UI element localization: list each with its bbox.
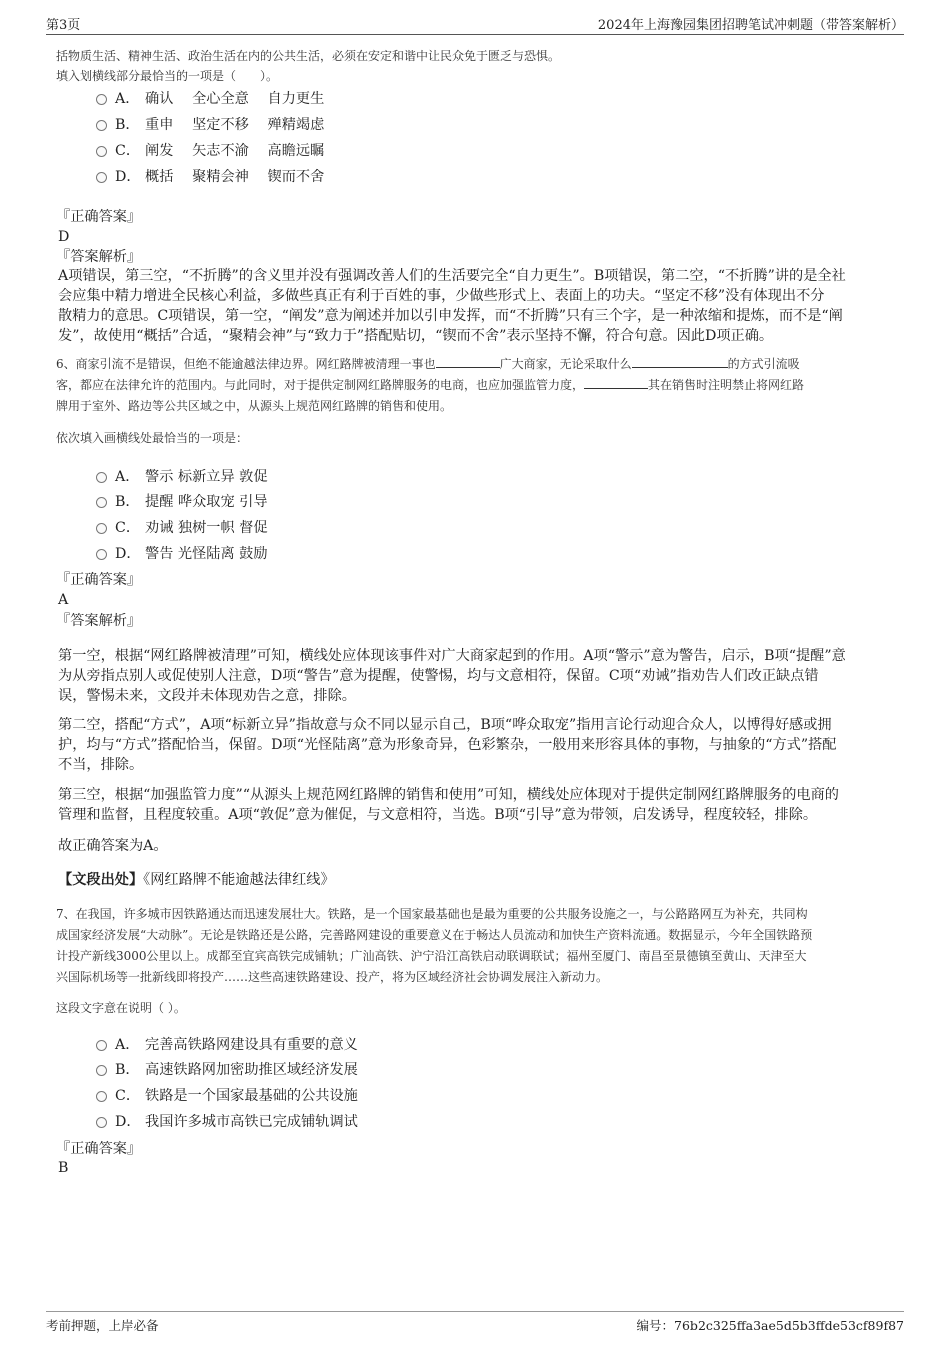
q7-stem: 7、在我国，许多城市因铁路通达而迅速发展壮大。铁路，是一个国家最基础也是最为重要的公共服务设施之一，与公路路网互为补充，共同构 成国家经济发展“大动脉”。无论是铁路还是公路，完善路网建设的重要意义在于畅达人员流动和加快生产资料流通。数据显示，今年全国铁路预 计投产新线3000公里以上。成都至宜宾高铁完成铺轨；广汕高铁、沪宁沿江高铁启动联调联试；福州至厦门、南昌至景德镇至黄山、天津至大 兴国际机场等一批新线即将投产……这些高速铁路建设、投产，将为区域经济社会协调发展注入新动力。 bbox=[56, 907, 813, 984]
q6-analysis-label: 『答案解析』 bbox=[56, 613, 142, 629]
radio-icon[interactable] bbox=[96, 523, 107, 534]
q6-option-c[interactable]: C． 劝诫 独树一帜 督促 bbox=[96, 517, 268, 539]
page-footer bbox=[46, 1311, 904, 1336]
radio-icon[interactable] bbox=[96, 1065, 107, 1076]
q6-analysis-para2: 第二空，搭配“方式”，A项“标新立异”指故意与众不同以显示自己，B项“哗众取宠”指用言论行动迎合众人，以博得好感或拥 护，均与“方式”搭配恰当，保留。D项“光怪陆离”意为形象奇异，色彩繁杂，一般用来形容具体的事物，与抽象的“方式”搭配 不当，排除。 bbox=[58, 717, 837, 773]
q6-analysis-para1: 第一空，根据“网红路牌被清理”可知，横线处应体现该事件对广大商家起到的作用。A项“警示”意为警告，启示，B项“提醒”意 为从旁指点别人或促使别人注意，D项“警告”意为提醒，使警惕，均与文意相符，保留。C项“劝诫”指劝告人们改正缺点错 误，警惕未来，文段并未体现劝告之意，排除。 bbox=[58, 648, 846, 704]
q7-option-a[interactable]: A． 完善高铁路网建设具有重要的意义 bbox=[96, 1034, 358, 1056]
radio-icon[interactable] bbox=[96, 120, 107, 131]
radio-icon[interactable] bbox=[96, 172, 107, 183]
blank-2 bbox=[632, 355, 728, 368]
radio-icon[interactable] bbox=[96, 1040, 107, 1051]
q7-option-d[interactable]: D． 我国许多城市高铁已完成铺轨调试 bbox=[96, 1111, 358, 1133]
q5-option-c[interactable]: C． 阐发 矢志不渝 高瞻远瞩 bbox=[96, 140, 324, 162]
q6-answer-label: 『正确答案』 bbox=[56, 572, 142, 588]
radio-icon[interactable] bbox=[96, 1117, 107, 1128]
q5-stem-line1: 括物质生活、精神生活、政治生活在内的公共生活，必须在安定和谐中让民众免于匮乏与恐惧。 bbox=[56, 49, 561, 63]
q6-stem: 6、商家引流不是错误，但绝不能逾越法律边界。网红路牌被清理一事也 广大商家，无论采取什么 的方式引流吸 客，都应在法律允许的范围内。与此同时，对于提供定制网红路牌服务的电商，也应加强监管力度， 其在销售时注明禁止将网红路 牌用于室外、路边等公共区域之中，从源头上规范网红路牌的销售和使用。 bbox=[56, 357, 805, 413]
q6-source: 【文段出处】《网红路牌不能逾越法律红线》 bbox=[58, 872, 335, 888]
q7-option-c[interactable]: C． 铁路是一个国家最基础的公共设施 bbox=[96, 1085, 358, 1107]
footer-slogan: 考前押题，上岸必备 bbox=[46, 1318, 159, 1333]
document-id: 编号：76b2c325ffa3ae5d5b3ffde53cf89f87 bbox=[636, 1318, 904, 1333]
radio-icon[interactable] bbox=[96, 472, 107, 483]
radio-icon[interactable] bbox=[96, 94, 107, 105]
radio-icon[interactable] bbox=[96, 549, 107, 560]
blank-3 bbox=[584, 376, 648, 389]
q7-answer-label: 『正确答案』 bbox=[56, 1141, 142, 1157]
q5-analysis: A项错误，第三空，“不折腾”的含义里并没有强调改善人们的生活要完全“自力更生”。B项错误，第二空，“不折腾”讲的是全社 会应集中精力增进全民核心利益，多做些真正有利于百姓的事，少做些形式上、表面上的功夫。“坚定不移”没有体现出不分 散精力的意思。C项错误，第一空，“阐发”意为阐述并加以引申发挥，而“不折腾”只有三个字，是一种浓缩和提炼，而不是“阐 发”，故使用“概括”合适，“聚精会神”与“致力于”搭配贴切，“锲而不舍”表示坚持不懈，符合句意。因此D项正确。 bbox=[58, 268, 846, 344]
radio-icon[interactable] bbox=[96, 497, 107, 508]
q6-answer: A bbox=[58, 592, 69, 608]
q5-answer-label: 『正确答案』 bbox=[56, 209, 142, 225]
q7-prompt: 这段文字意在说明（ ）。 bbox=[56, 1001, 186, 1015]
q6-option-d[interactable]: D． 警告 光怪陆离 鼓励 bbox=[96, 543, 268, 565]
q5-option-d[interactable]: D． 概括 聚精会神 锲而不舍 bbox=[96, 166, 324, 188]
document-title: 2024年上海豫园集团招聘笔试冲刺题（带答案解析） bbox=[597, 18, 904, 33]
q5-option-b[interactable]: B． 重申 坚定不移 殚精竭虑 bbox=[96, 114, 324, 136]
q5-stem-line2: 填入划横线部分最恰当的一项是（ ）。 bbox=[56, 69, 279, 83]
q6-conclusion: 故正确答案为A。 bbox=[58, 838, 168, 854]
q6-option-a[interactable]: A． 警示 标新立异 敦促 bbox=[96, 466, 268, 488]
q5-answer: D bbox=[58, 229, 70, 245]
q6-option-b[interactable]: B． 提醒 哗众取宠 引导 bbox=[96, 491, 268, 513]
q5-analysis-label: 『答案解析』 bbox=[56, 249, 142, 265]
q7-option-b[interactable]: B． 高速铁路网加密助推区域经济发展 bbox=[96, 1059, 358, 1081]
radio-icon[interactable] bbox=[96, 1091, 107, 1102]
radio-icon[interactable] bbox=[96, 146, 107, 157]
q6-prompt: 依次填入画横线处最恰当的一项是： bbox=[56, 431, 249, 445]
page-number: 第3页 bbox=[46, 18, 81, 33]
page-header bbox=[46, 12, 904, 35]
blank-1 bbox=[436, 355, 500, 368]
q5-option-a[interactable]: A． 确认 全心全意 自力更生 bbox=[96, 88, 324, 110]
q7-answer: B bbox=[58, 1160, 69, 1176]
q6-analysis-para3: 第三空，根据“加强监管力度”“从源头上规范网红路牌的销售和使用”可知，横线处应体现对于提供定制网红路牌服务的电商的 管理和监督，且程度较重。A项“敦促”意为催促，与文意相符，当选。B项“引导”意为带领，启发诱导，程度较轻，排除。 bbox=[58, 787, 839, 823]
